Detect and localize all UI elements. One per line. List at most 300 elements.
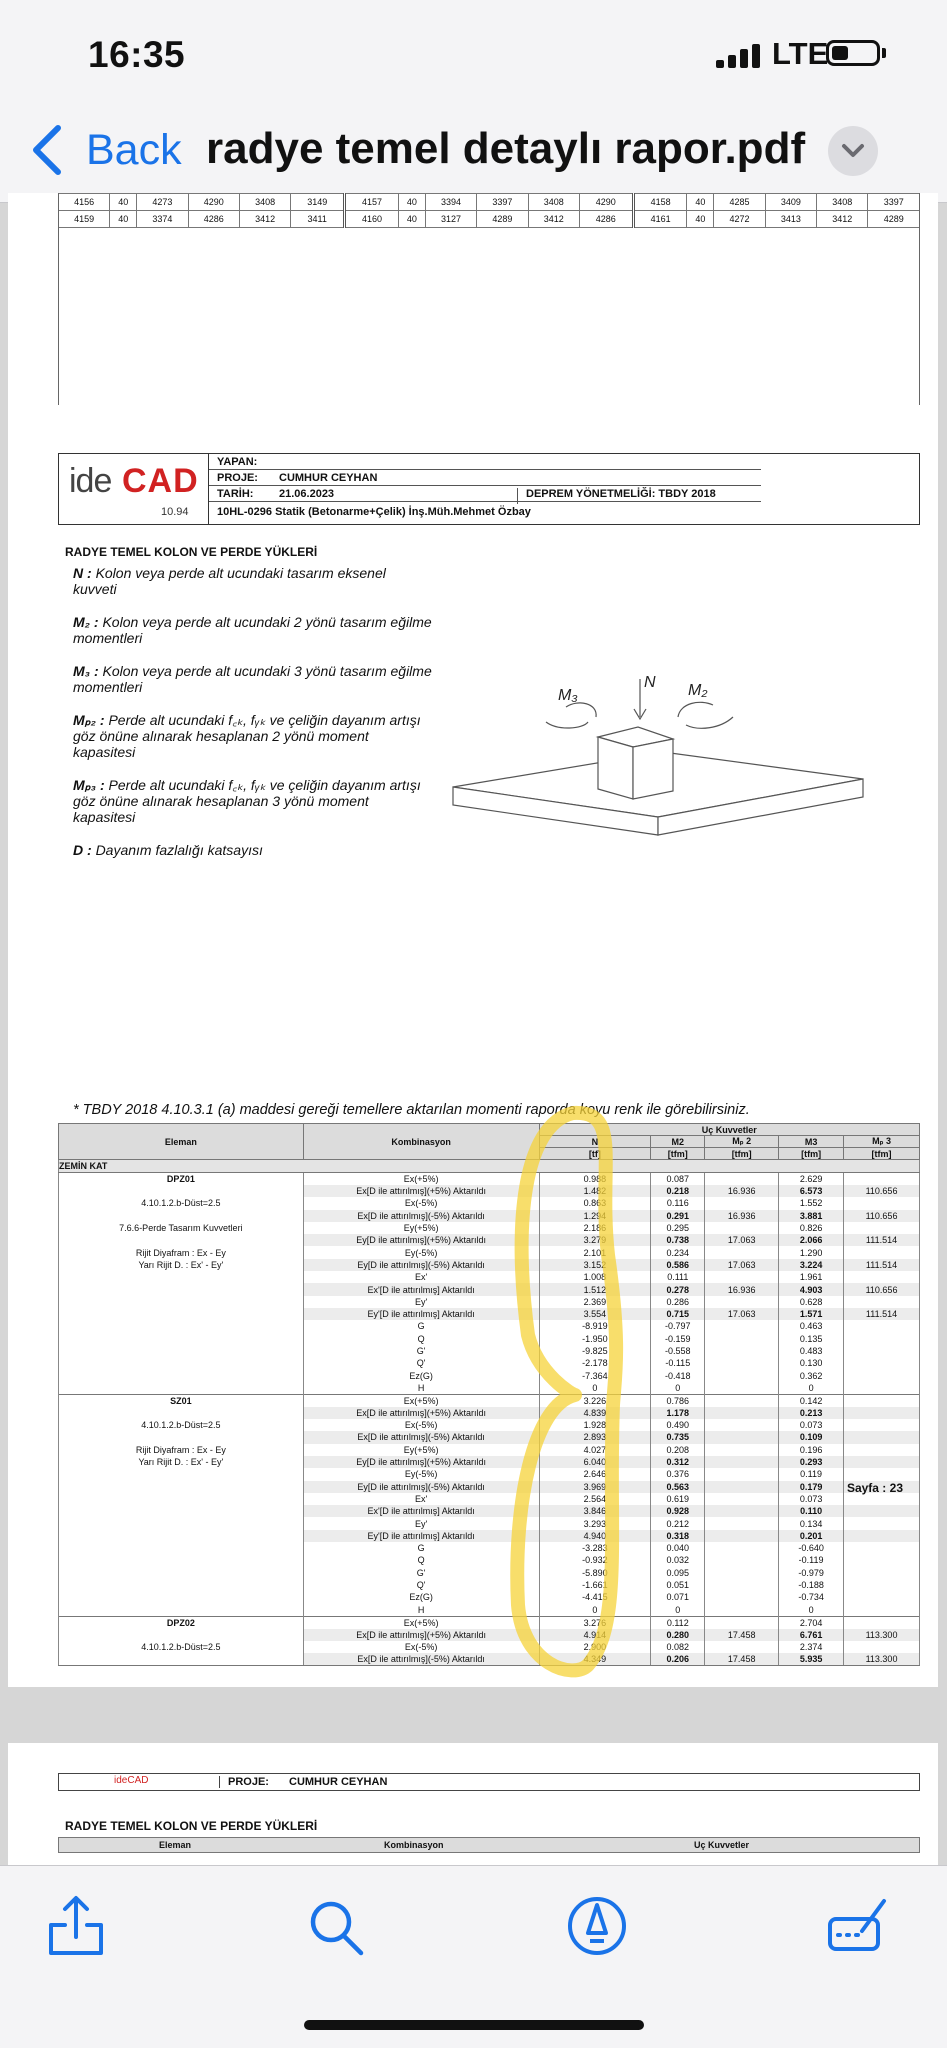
symbol-legend [73, 565, 433, 875]
value-cell: 4.940 [539, 1530, 651, 1542]
table-row [59, 1493, 920, 1505]
table-cell: 3412 [528, 211, 579, 228]
form-fill-icon[interactable] [826, 1895, 888, 1957]
value-cell [844, 1407, 920, 1419]
value-cell [705, 1369, 779, 1381]
back-button[interactable]: Back [86, 126, 182, 174]
value-cell [844, 1419, 920, 1431]
value-cell: 5.935 [779, 1653, 844, 1666]
value-cell: 0.295 [651, 1222, 705, 1234]
combination-cell: Ey' [303, 1296, 539, 1308]
value-cell: -2.178 [539, 1357, 651, 1369]
value-cell [705, 1505, 779, 1517]
next-section-title: RADYE TEMEL KOLON VE PERDE YÜKLERİ [65, 1819, 318, 1833]
element-cell [59, 1210, 304, 1222]
table-row [59, 1308, 920, 1320]
combination-cell: Ez(G) [303, 1591, 539, 1603]
value-cell [705, 1616, 779, 1629]
value-cell: 4.903 [779, 1283, 844, 1295]
column-unit: [tfm] [705, 1148, 779, 1160]
value-cell: 0.110 [779, 1505, 844, 1517]
value-cell: 111.514 [844, 1259, 920, 1271]
table-cell: 3412 [239, 211, 290, 228]
value-cell: 0.586 [651, 1259, 705, 1271]
table-cell: 4289 [868, 211, 920, 228]
element-cell [59, 1554, 304, 1566]
header-proje: PROJE: CUMHUR CEYHAN [209, 470, 761, 486]
value-cell [705, 1382, 779, 1395]
value-cell: -0.979 [779, 1567, 844, 1579]
loads-table [58, 1123, 920, 1666]
value-cell: 4.839 [539, 1407, 651, 1419]
table-row [59, 1616, 920, 1629]
element-cell [59, 1530, 304, 1542]
value-cell [705, 1554, 779, 1566]
header-tarih: TARİH: 21.06.2023 DEPREM YÖNETMELİĞİ: TBDY 2018 [209, 486, 761, 502]
table-row [59, 1222, 920, 1234]
table-row [59, 1345, 920, 1357]
page-number: Sayfa : 23 [846, 1481, 903, 1495]
value-cell: -8.919 [539, 1320, 651, 1332]
element-cell: DPZ02 [59, 1616, 304, 1629]
section-title: RADYE TEMEL KOLON VE PERDE YÜKLERİ [65, 545, 318, 559]
value-cell [844, 1641, 920, 1653]
element-cell [59, 1369, 304, 1381]
value-cell: 0.135 [779, 1333, 844, 1345]
diagram-m2: M₂ [688, 682, 708, 699]
value-cell [844, 1456, 920, 1468]
table-row [59, 1357, 920, 1369]
value-cell: 0 [779, 1382, 844, 1395]
table-row [59, 1629, 920, 1641]
table-row [59, 1246, 920, 1258]
value-cell: 0.073 [779, 1419, 844, 1431]
combination-cell: Ey(+5%) [303, 1444, 539, 1456]
value-cell: 17.458 [705, 1629, 779, 1641]
table-row [59, 1579, 920, 1591]
th-uc-kuvvetler: Uç Kuvvetler [539, 1124, 920, 1136]
value-cell: -4.415 [539, 1591, 651, 1603]
value-cell: 0.134 [779, 1517, 844, 1529]
element-cell: 4.10.1.2.b-Düst=2.5 [59, 1419, 304, 1431]
value-cell: 110.656 [844, 1210, 920, 1222]
value-cell: 3.226 [539, 1394, 651, 1407]
value-cell [705, 1530, 779, 1542]
table-row [59, 1591, 920, 1603]
table-cell: 4273 [137, 194, 188, 211]
value-cell [705, 1542, 779, 1554]
combination-cell: Ex[D ile attırılmış](-5%) Aktarıldı [303, 1431, 539, 1443]
value-cell [705, 1246, 779, 1258]
value-cell [844, 1517, 920, 1529]
value-cell: -0.115 [651, 1357, 705, 1369]
element-cell [59, 1493, 304, 1505]
next-logo: ideCAD [114, 1775, 149, 1786]
table-cell: 3397 [477, 194, 528, 211]
value-cell: -9.825 [539, 1345, 651, 1357]
value-cell [844, 1616, 920, 1629]
combination-cell: H [303, 1604, 539, 1617]
value-cell: 0.109 [779, 1431, 844, 1443]
value-cell: 6.573 [779, 1185, 844, 1197]
table-cell: 3408 [528, 194, 579, 211]
value-cell [705, 1567, 779, 1579]
value-cell: 111.514 [844, 1308, 920, 1320]
th-kombinasyon: Kombinasyon [303, 1124, 539, 1160]
value-cell: 111.514 [844, 1234, 920, 1246]
table-cell: 4156 [59, 194, 110, 211]
table-cell: 4157 [345, 194, 399, 211]
table-row [59, 1530, 920, 1542]
combination-cell: Ex[D ile attırılmış](+5%) Aktarıldı [303, 1185, 539, 1197]
value-cell: 0.826 [779, 1222, 844, 1234]
value-cell: 0.213 [779, 1407, 844, 1419]
value-cell: 113.300 [844, 1653, 920, 1666]
value-cell [705, 1173, 779, 1186]
element-cell [59, 1542, 304, 1554]
logo-version: 10.94 [161, 506, 189, 518]
value-cell: 0.234 [651, 1246, 705, 1258]
value-cell: 17.458 [705, 1653, 779, 1666]
value-cell: 0.318 [651, 1530, 705, 1542]
value-cell: 3.152 [539, 1259, 651, 1271]
value-cell [844, 1271, 920, 1283]
value-cell: -1.950 [539, 1333, 651, 1345]
value-cell: 0.051 [651, 1579, 705, 1591]
value-cell: 3.276 [539, 1616, 651, 1629]
table-cell: 4286 [579, 211, 633, 228]
value-cell [844, 1333, 920, 1345]
value-cell: 1.008 [539, 1271, 651, 1283]
value-cell [844, 1394, 920, 1407]
element-cell: Yarı Rijit D. : Ex' - Ey' [59, 1456, 304, 1468]
value-cell [705, 1296, 779, 1308]
table-row [59, 1210, 920, 1222]
value-cell: 1.294 [539, 1210, 651, 1222]
title-menu-button[interactable] [828, 126, 878, 176]
element-cell: 4.10.1.2.b-Düst=2.5 [59, 1641, 304, 1653]
value-cell: 1.512 [539, 1283, 651, 1295]
value-cell: 16.936 [705, 1283, 779, 1295]
value-cell: 1.290 [779, 1246, 844, 1258]
value-cell [844, 1222, 920, 1234]
value-cell [705, 1394, 779, 1407]
value-cell: 0.490 [651, 1419, 705, 1431]
value-cell: 0 [539, 1382, 651, 1395]
element-cell: Rijit Diyafram : Ex - Ey [59, 1444, 304, 1456]
table-cell: 40 [110, 211, 137, 228]
value-cell: 0.738 [651, 1234, 705, 1246]
status-bar [0, 0, 947, 105]
combination-cell: Q' [303, 1579, 539, 1591]
value-cell [705, 1431, 779, 1443]
element-cell [59, 1333, 304, 1345]
table-cell: 4286 [188, 211, 239, 228]
table-row [59, 1431, 920, 1443]
table-row [59, 1320, 920, 1332]
document-title: radye temel detaylı rapor.pdf [206, 124, 806, 173]
column-header: Mₚ 3 [844, 1136, 920, 1148]
value-cell: -1.661 [539, 1579, 651, 1591]
table-cell: 3374 [137, 211, 188, 228]
floor-section: ZEMİN KAT [59, 1160, 920, 1173]
value-cell: 0.201 [779, 1530, 844, 1542]
table-cell: 40 [110, 194, 137, 211]
element-cell [59, 1517, 304, 1529]
value-cell: -0.159 [651, 1333, 705, 1345]
combination-cell: Ex(+5%) [303, 1616, 539, 1629]
value-cell: 0.619 [651, 1493, 705, 1505]
value-cell: 0.928 [651, 1505, 705, 1517]
value-cell: 16.936 [705, 1185, 779, 1197]
value-cell: 0.563 [651, 1481, 705, 1493]
value-cell: 2.564 [539, 1493, 651, 1505]
value-cell [844, 1357, 920, 1369]
value-cell: 0.212 [651, 1517, 705, 1529]
value-cell [705, 1444, 779, 1456]
value-cell [705, 1481, 779, 1493]
value-cell: 2.900 [539, 1641, 651, 1653]
value-cell [705, 1493, 779, 1505]
element-cell [59, 1271, 304, 1283]
pdf-viewer[interactable] [0, 197, 947, 1865]
logo-ide: ide [69, 462, 112, 500]
value-cell: 0.483 [779, 1345, 844, 1357]
element-cell [59, 1296, 304, 1308]
value-cell [844, 1468, 920, 1480]
table-row [59, 1394, 920, 1407]
element-cell [59, 1468, 304, 1480]
element-cell: SZ01 [59, 1394, 304, 1407]
value-cell [844, 1444, 920, 1456]
value-cell [844, 1542, 920, 1554]
value-cell: 0 [651, 1604, 705, 1617]
value-cell: 0.786 [651, 1394, 705, 1407]
markup-icon[interactable] [566, 1895, 628, 1957]
table-cell: 40 [687, 211, 714, 228]
legend-d: D : Dayanım fazlalığı katsayısı [73, 842, 263, 858]
value-cell: 0.032 [651, 1554, 705, 1566]
value-cell: 0.116 [651, 1197, 705, 1209]
column-unit: [tfm] [779, 1148, 844, 1160]
value-cell: 0.111 [651, 1271, 705, 1283]
back-chevron-icon[interactable] [28, 122, 68, 178]
combination-cell: H [303, 1382, 539, 1395]
combination-cell: Ey(+5%) [303, 1222, 539, 1234]
combination-cell: Ey(-5%) [303, 1468, 539, 1480]
value-cell [844, 1591, 920, 1603]
table-cell: 3413 [765, 211, 816, 228]
value-cell: 0.095 [651, 1567, 705, 1579]
table-row [59, 1382, 920, 1395]
value-cell [844, 1567, 920, 1579]
value-cell: -0.558 [651, 1345, 705, 1357]
combination-cell: Ex[D ile attırılmış](+5%) Aktarıldı [303, 1407, 539, 1419]
table-cell: 40 [687, 194, 714, 211]
header-deprem: DEPREM YÖNETMELİĞİ: TBDY 2018 [517, 488, 716, 504]
column-unit: [tf] [539, 1148, 651, 1160]
table-cell: 3411 [291, 211, 345, 228]
share-icon[interactable] [45, 1895, 107, 1957]
value-cell: 0.142 [779, 1394, 844, 1407]
value-cell: 3.846 [539, 1505, 651, 1517]
value-cell: -0.734 [779, 1591, 844, 1603]
element-cell [59, 1431, 304, 1443]
value-cell: -0.640 [779, 1542, 844, 1554]
combination-cell: Ey[D ile attırılmış](-5%) Aktarıldı [303, 1481, 539, 1493]
value-cell: 17.063 [705, 1234, 779, 1246]
table-row [59, 1296, 920, 1308]
value-cell: -0.932 [539, 1554, 651, 1566]
table-row [59, 1197, 920, 1209]
table-row [59, 1517, 920, 1529]
table-cell: 4290 [579, 194, 633, 211]
combination-cell: Ey(-5%) [303, 1246, 539, 1258]
tbdy-note: * TBDY 2018 4.10.3.1 (a) maddesi gereği temellere aktarılan momenti raporda koyu renk ile görebilirsiniz. [73, 1102, 750, 1118]
idecad-logo [59, 454, 209, 525]
value-cell: 0 [539, 1604, 651, 1617]
value-cell: 17.063 [705, 1308, 779, 1320]
combination-cell: Ex[D ile attırılmış](+5%) Aktarıldı [303, 1629, 539, 1641]
value-cell: 0.376 [651, 1468, 705, 1480]
element-cell [59, 1407, 304, 1419]
value-cell [844, 1296, 920, 1308]
value-cell: 2.893 [539, 1431, 651, 1443]
value-cell [705, 1407, 779, 1419]
value-cell [705, 1579, 779, 1591]
diagram-m3: M₃ [558, 687, 578, 704]
table-cell: 3394 [425, 194, 476, 211]
value-cell: 0.293 [779, 1456, 844, 1468]
value-cell [844, 1197, 920, 1209]
table-cell: 3149 [291, 194, 345, 211]
value-cell [844, 1579, 920, 1591]
value-cell: 0 [779, 1604, 844, 1617]
table-cell: 40 [398, 194, 425, 211]
table-row [59, 1604, 920, 1617]
value-cell: 16.936 [705, 1210, 779, 1222]
table-row [59, 1641, 920, 1653]
value-cell: 0.071 [651, 1591, 705, 1603]
combination-cell: Ex(-5%) [303, 1641, 539, 1653]
value-cell: 0 [651, 1382, 705, 1395]
combination-cell: G' [303, 1567, 539, 1579]
value-cell [705, 1357, 779, 1369]
value-cell: 0.208 [651, 1444, 705, 1456]
table-row [59, 1481, 920, 1493]
value-cell: 0.206 [651, 1653, 705, 1666]
element-cell: Yarı Rijit D. : Ex' - Ey' [59, 1259, 304, 1271]
header-firm: 10HL-0296 Statik (Betonarme+Çelik) İnş.Müh.Mehmet Özbay [217, 506, 531, 518]
value-cell: 0.715 [651, 1308, 705, 1320]
table-cell: 3397 [868, 194, 920, 211]
combination-cell: Q' [303, 1357, 539, 1369]
combination-cell: G' [303, 1345, 539, 1357]
element-cell [59, 1357, 304, 1369]
combination-cell: Ex' [303, 1271, 539, 1283]
table-row [59, 1542, 920, 1554]
value-cell: -7.364 [539, 1369, 651, 1381]
handwritten-highlight [513, 1105, 633, 1685]
value-cell: 3.224 [779, 1259, 844, 1271]
next-page-header: ideCAD PROJE: CUMHUR CEYHAN [58, 1773, 920, 1791]
table-cell: 3409 [765, 194, 816, 211]
combination-cell: Ex' [303, 1493, 539, 1505]
table-row [59, 1333, 920, 1345]
legend-m3: M₃ : Kolon veya perde alt ucundaki 3 yönü tasarım eğilme momentleri [73, 663, 432, 695]
combination-cell: Ez(G) [303, 1369, 539, 1381]
combination-cell: Ex[D ile attırılmış](-5%) Aktarıldı [303, 1210, 539, 1222]
value-cell: 2.704 [779, 1616, 844, 1629]
value-cell: 1.928 [539, 1419, 651, 1431]
value-cell [705, 1271, 779, 1283]
table-row [59, 1234, 920, 1246]
value-cell: 0.073 [779, 1493, 844, 1505]
element-cell: Rijit Diyafram : Ex - Ey [59, 1246, 304, 1258]
search-icon[interactable] [306, 1895, 368, 1957]
value-cell [705, 1333, 779, 1345]
network-type: LTE [772, 36, 829, 71]
table-cell: 3408 [817, 194, 868, 211]
legend-mp2: Mₚ₂ : Perde alt ucundaki f꜀ₖ, fᵧₖ ve çeliğin dayanım artışı göz önüne alınarak hesaplanan 2 yönü moment kapasitesi [73, 712, 421, 760]
element-cell [59, 1308, 304, 1320]
element-cell [59, 1345, 304, 1357]
foundation-diagram [448, 667, 868, 877]
value-cell [844, 1345, 920, 1357]
value-cell: 0.040 [651, 1542, 705, 1554]
table-row [59, 1259, 920, 1271]
column-unit: [tfm] [651, 1148, 705, 1160]
value-cell: 110.656 [844, 1185, 920, 1197]
combination-cell: Ey'[D ile attırılmış] Aktarıldı [303, 1308, 539, 1320]
combination-cell: Ex(+5%) [303, 1394, 539, 1407]
value-cell [705, 1591, 779, 1603]
battery-icon [826, 40, 880, 66]
table-row [59, 1653, 920, 1666]
element-cell [59, 1653, 304, 1666]
table-row [59, 1444, 920, 1456]
value-cell: 0.196 [779, 1444, 844, 1456]
value-cell [844, 1505, 920, 1517]
cellular-signal-icon [716, 44, 766, 68]
value-cell: 1.552 [779, 1197, 844, 1209]
combination-cell: Ey' [303, 1517, 539, 1529]
value-cell: 2.369 [539, 1296, 651, 1308]
value-cell: 1.961 [779, 1271, 844, 1283]
value-cell [844, 1431, 920, 1443]
combination-cell: Q [303, 1554, 539, 1566]
table-cell: 3412 [817, 211, 868, 228]
combination-cell: Ex[D ile attırılmış](-5%) Aktarıldı [303, 1653, 539, 1666]
value-cell: 0.362 [779, 1369, 844, 1381]
value-cell [844, 1554, 920, 1566]
value-cell: -0.418 [651, 1369, 705, 1381]
combination-cell: Ey[D ile attırılmış](+5%) Aktarıldı [303, 1456, 539, 1468]
value-cell: 0.119 [779, 1468, 844, 1480]
combination-cell: Q [303, 1333, 539, 1345]
value-cell [844, 1382, 920, 1395]
element-cell [59, 1481, 304, 1493]
element-cell [59, 1283, 304, 1295]
element-cell: 4.10.1.2.b-Düst=2.5 [59, 1197, 304, 1209]
pdf-page-23 [8, 405, 938, 1687]
table-cell: 3408 [239, 194, 290, 211]
value-cell: 0.179 [779, 1481, 844, 1493]
value-cell: 2.101 [539, 1246, 651, 1258]
value-cell: 1.178 [651, 1407, 705, 1419]
value-cell: 0.286 [651, 1296, 705, 1308]
status-time: 16:35 [88, 34, 186, 75]
